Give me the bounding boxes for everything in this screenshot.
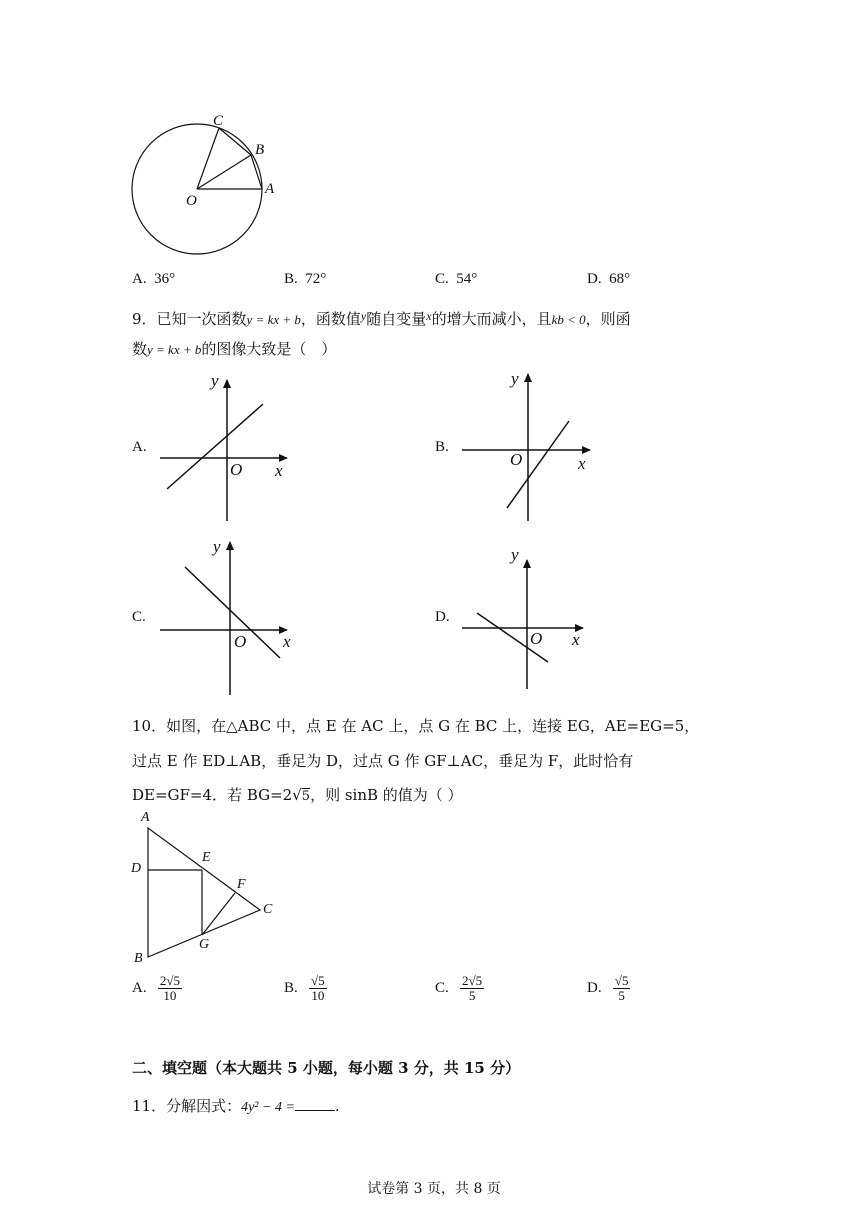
label-c: C (213, 113, 224, 129)
numerator: 2√5 (159, 973, 180, 988)
graph-a-y-label: y (211, 371, 219, 390)
graph-b-x-label: x (578, 454, 586, 473)
fraction (309, 974, 327, 1003)
label-c: C (263, 902, 273, 917)
q10-option-a[interactable] (132, 974, 182, 1003)
label-f: F (237, 877, 246, 892)
q10-option-c[interactable] (435, 974, 484, 1003)
option-letter: C. (435, 980, 449, 996)
expression: 4y² − 4 = (241, 1100, 295, 1115)
numerator: √5 (614, 973, 629, 988)
option-value: 68° (609, 271, 631, 287)
graph-a-origin-label: O (230, 460, 243, 479)
q9-text: 9．已知一次函数 (132, 310, 247, 328)
q9-option-d[interactable]: D. (435, 609, 450, 625)
q11-suffix: . (334, 1097, 340, 1115)
page-footer: 试卷第 3 页，共 8 页 (367, 1181, 501, 1197)
option-letter: B. (284, 271, 298, 287)
option-letter: C. (435, 271, 449, 287)
q9-text: 的增大而减小，且 (431, 310, 552, 328)
condition: kb < 0 (551, 312, 586, 327)
q9-text: 的图像大致是（ ） (201, 340, 337, 358)
label-e: E (202, 850, 211, 865)
variable-y: y (360, 309, 367, 323)
q9-text: 数 (132, 340, 148, 358)
option-value: 54° (456, 271, 478, 287)
graph-d-y-label: y (511, 545, 519, 564)
q10-option-d[interactable] (587, 974, 630, 1003)
option-letter: A. (132, 271, 147, 287)
denominator: 10 (311, 988, 325, 1003)
graph-b-y-label: y (511, 369, 519, 388)
answer-blank[interactable] (295, 1096, 335, 1111)
denominator: 10 (163, 988, 177, 1003)
equation: y = kx + b (246, 312, 301, 327)
label-b: B (134, 951, 143, 966)
q10-question-line2: 过点 E 作 ED⊥AB，垂足为 D，过点 G 作 GF⊥AC，垂足为 F，此时恰有 (132, 752, 634, 770)
label-b: B (255, 142, 265, 158)
q9-text: 随自变量 (366, 310, 427, 328)
q10-option-b[interactable] (284, 974, 327, 1003)
graph-b-origin-label: O (510, 450, 523, 469)
option-letter: D. (587, 271, 602, 287)
q9-text: ，函数值 (300, 310, 361, 328)
q9-option-c[interactable]: C. (132, 609, 146, 625)
label-o: O (186, 193, 197, 209)
graph-a-x-label: x (275, 461, 283, 480)
q9-option-b[interactable]: B. (435, 439, 449, 455)
graph-c-x-label: x (283, 632, 291, 651)
option-letter: D. (587, 980, 602, 996)
numerator: 2√5 (462, 973, 483, 988)
graph-d-x-label: x (572, 630, 580, 649)
equation: y = kx + b (147, 342, 202, 357)
q10-text: ，则 sinB 的值为（ ） (310, 786, 463, 804)
q10-text: DE=GF=4．若 BG=2 (132, 786, 293, 804)
option-value: 72° (305, 271, 327, 287)
section-title: 二、填空题（本大题共 5 小题，每小题 3 分，共 15 分） (132, 1059, 521, 1077)
graph-c-y-label: y (213, 537, 221, 556)
denominator: 5 (618, 988, 625, 1003)
option-letter: A. (132, 980, 147, 996)
label-d: D (131, 861, 142, 876)
fraction (613, 974, 631, 1003)
option-letter: B. (284, 980, 298, 996)
variable-x: x (426, 309, 432, 323)
label-g: G (199, 937, 210, 952)
graph-d-origin-label: O (530, 629, 543, 648)
q10-question-line1: 10．如图，在△ABC 中，点 E 在 AC 上，点 G 在 BC 上，连接 EG，AE=EG=5， (132, 717, 700, 735)
graph-c-origin-label: O (234, 632, 247, 651)
q11-question (132, 1096, 340, 1118)
sqrt-radicand: 5 (301, 789, 311, 804)
label-a: A (265, 181, 275, 197)
segment-gf (202, 893, 235, 935)
q9-option-a[interactable]: A. (132, 439, 147, 455)
fraction (460, 974, 484, 1003)
denominator: 5 (468, 988, 476, 1003)
numerator: √5 (311, 973, 325, 988)
label-a: A (141, 810, 150, 825)
q11-text: 11．分解因式： (132, 1097, 242, 1115)
fraction (158, 974, 182, 1003)
q9-text: ，则函 (585, 310, 631, 328)
option-value: 36° (154, 271, 176, 287)
sqrt-sign: √ (292, 786, 302, 804)
